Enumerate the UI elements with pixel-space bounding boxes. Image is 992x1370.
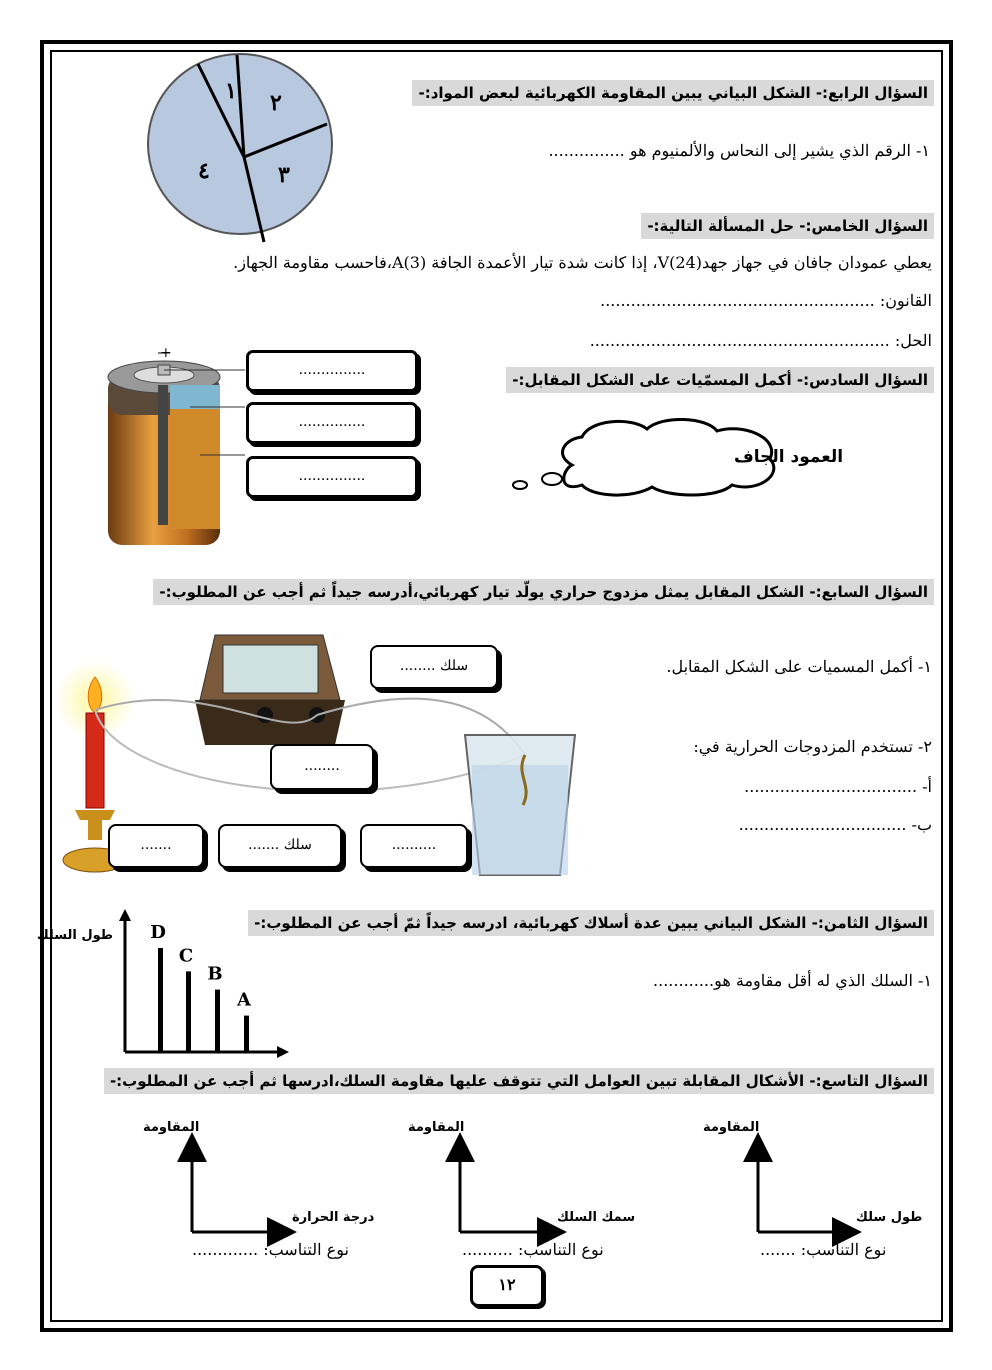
thought-cloud (502, 415, 844, 495)
bar-B (215, 990, 220, 1052)
q4-title: السؤال الرابع:- الشكل البياني يبين المقاومة الكهربائية لبعض المواد:- (412, 80, 934, 106)
chart-ylabel: طول السلك (36, 928, 113, 943)
wire-length-bar-chart (36, 905, 295, 1065)
pie-label-1: ١ (225, 78, 237, 104)
cloud-label: العمود الجاف (734, 447, 844, 467)
graph1-xlabel: درجة الحرارة (292, 1210, 375, 1225)
q7-item2a: أ- .................................. (744, 777, 932, 796)
graph3-ylabel: المقاومة (703, 1120, 760, 1135)
pie-label-2: ٢ (270, 90, 282, 116)
battery-label-blank-3[interactable]: ............... (246, 456, 418, 498)
callout-top-wire[interactable]: سلك ........ (370, 645, 498, 689)
bar-label-A: A (237, 989, 251, 1011)
q5-law: القانون: ...................................................... (600, 291, 932, 310)
resistance-pie-chart (140, 52, 340, 247)
graph2-ylabel: المقاومة (408, 1120, 465, 1135)
bar-A (244, 1016, 249, 1052)
q5-solution: الحل: ........................................................... (589, 331, 932, 350)
bar-label-C: C (178, 945, 194, 967)
battery-label-blank-2[interactable]: ............... (246, 402, 418, 444)
graph-temperature-axes (192, 1144, 285, 1232)
bar-label-B: B (207, 963, 223, 985)
callout-right[interactable]: .......... (360, 824, 468, 868)
q7-title: السؤال السابع:- الشكل المقابل يمثل مزدوج حراري يولّد تيار كهربائي،أدرسه جيداً ثم أجب عن المطلوب:- (153, 579, 934, 605)
dry-cell-battery-image (100, 345, 250, 555)
q9-title: السؤال التاسع:- الأشكال المقابلة تبين العوامل التي تتوقف عليها مقاومة السلك،ادرسها ثم أجب عن المطلوب:- (104, 1068, 934, 1094)
page-number: ١٢ (470, 1265, 544, 1307)
callout-meter[interactable]: ........ (270, 744, 374, 790)
y-axis-arrow (119, 909, 131, 921)
bar-D (158, 948, 163, 1052)
graph-length-axes (758, 1144, 850, 1232)
graph2-relation: نوع التناسب: .......... (462, 1240, 604, 1259)
q7-item2b: ب- ................................. (738, 815, 932, 834)
callout-left[interactable]: ....... (108, 824, 204, 868)
graph1-ylabel: المقاومة (143, 1120, 200, 1135)
bar-C (186, 971, 191, 1052)
battery-label-blank-1[interactable]: ............... (246, 350, 418, 392)
pie-label-3: ٣ (278, 162, 290, 188)
callout-mid-wire[interactable]: سلك ....... (218, 824, 342, 868)
graph3-relation: نوع التناسب: ....... (760, 1240, 887, 1259)
q7-item2: ٢- تستخدم المزدوجات الحرارية في: (693, 737, 932, 756)
q5-problem: يعطي عمودان جافان في جهاز جهدV(24)، إذا كانت شدة تيار الأعمدة الجافة A(3)،فاحسب مقاومة الجهاز. (233, 253, 932, 272)
q8-title: السؤال الثامن:- الشكل البياني يبين عدة أسلاك كهربائية، ادرسه جيداً ثمّ أجب عن المطلوب:- (248, 910, 934, 936)
graph3-xlabel: طول سلك (856, 1210, 923, 1225)
q4-item1: ١- الرقم الذي يشير إلى النحاس والألمنيوم هو ............... (548, 141, 930, 160)
graph-thickness-axes (460, 1144, 555, 1232)
graph2-xlabel: سمك السلك (557, 1210, 636, 1225)
graph1-relation: نوع التناسب: ............. (192, 1240, 349, 1259)
q5-title: السؤال الخامس:- حل المسألة التالية:- (641, 213, 934, 239)
q8-item1: ١- السلك الذي له أقل مقاومة هو............ (653, 971, 932, 990)
bar-label-D: D (150, 922, 166, 943)
x-axis-arrow (277, 1046, 289, 1058)
plus-sign: + (160, 345, 172, 361)
pie-label-4: ٤ (198, 158, 210, 184)
q6-title: السؤال السادس:- أكمل المسمّيات على الشكل المقابل:- (506, 367, 934, 393)
q7-item1: ١- أكمل المسميات على الشكل المقابل. (666, 657, 932, 676)
